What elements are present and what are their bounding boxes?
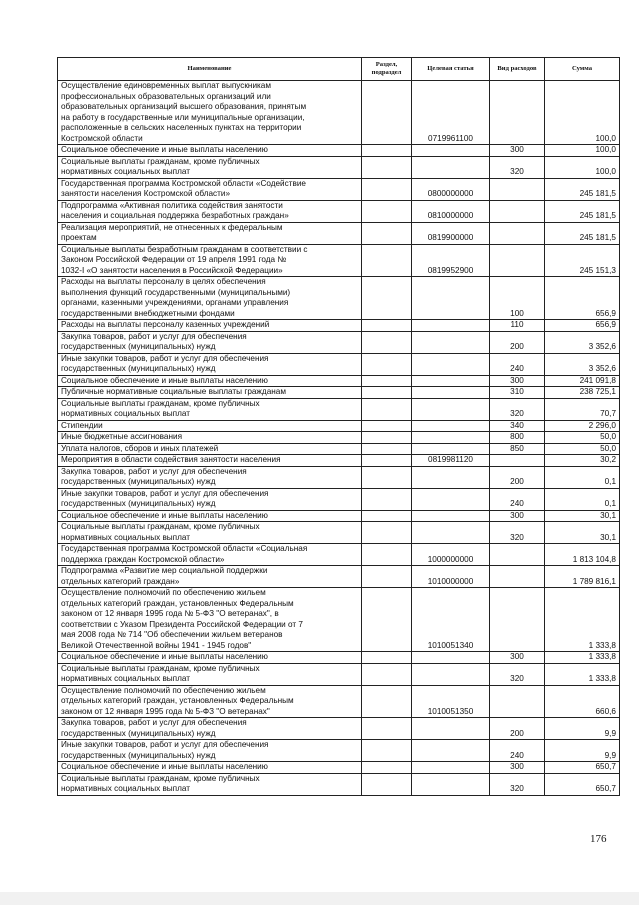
row-sum: 9,9	[545, 740, 620, 762]
row-target-article	[412, 718, 490, 740]
row-target-article	[412, 663, 490, 685]
row-name: Социальные выплаты гражданам, кроме публичных нормативных социальных выплат	[58, 522, 362, 544]
row-target-article	[412, 420, 490, 432]
table-row	[58, 398, 620, 420]
row-section	[362, 277, 412, 320]
row-sum: 0,1	[545, 466, 620, 488]
table-row	[58, 244, 620, 277]
row-expense-kind	[490, 178, 545, 200]
row-sum: 650,7	[545, 762, 620, 774]
row-section	[362, 420, 412, 432]
header-section: Раздел, подраздел	[362, 58, 412, 81]
row-section	[362, 718, 412, 740]
table-row	[58, 740, 620, 762]
table-row	[58, 320, 620, 332]
row-target-article	[412, 277, 490, 320]
row-target-article	[412, 466, 490, 488]
row-expense-kind: 320	[490, 522, 545, 544]
row-sum: 30,1	[545, 522, 620, 544]
row-section	[362, 522, 412, 544]
row-expense-kind: 310	[490, 387, 545, 399]
row-sum: 50,0	[545, 443, 620, 455]
row-sum: 238 725,1	[545, 387, 620, 399]
row-name: Реализация мероприятий, не отнесенных к федеральным проектам	[58, 222, 362, 244]
row-sum: 245 181,5	[545, 222, 620, 244]
row-name: Осуществление полномочий по обеспечению жильем отдельных категорий граждан, установленных Федеральным законом от 12 января 1995 года № 5-ФЗ "О ветеранах", в соответствии с Указом Президента Российской Федерации от 7 мая 2008 года № 714 "Об обеспечении жильем ветеранов Великой Отечественной войны 1941 - 1945 годов"	[58, 588, 362, 652]
row-name: Подпрограмма «Активная политика содействия занятости населения и социальная поддержка безработных граждан»	[58, 200, 362, 222]
row-target-article	[412, 652, 490, 664]
row-expense-kind: 100	[490, 277, 545, 320]
row-target-article	[412, 762, 490, 774]
row-name: Социальные выплаты безработным гражданам в соответствии с Законом Российской Федерации от 19 апреля 1991 года № 1032-I «О занятости населения в Российской Федерации»	[58, 244, 362, 277]
table-row	[58, 663, 620, 685]
table-row	[58, 510, 620, 522]
table-row	[58, 387, 620, 399]
table-row	[58, 200, 620, 222]
row-name: Публичные нормативные социальные выплаты гражданам	[58, 387, 362, 399]
row-sum: 656,9	[545, 277, 620, 320]
row-sum: 245 181,5	[545, 200, 620, 222]
table-row	[58, 156, 620, 178]
row-section	[362, 375, 412, 387]
row-target-article	[412, 488, 490, 510]
budget-table	[57, 57, 620, 796]
table-row	[58, 455, 620, 467]
row-expense-kind	[490, 455, 545, 467]
row-name: Социальные выплаты гражданам, кроме публичных нормативных социальных выплат	[58, 663, 362, 685]
header-name: Наименование	[58, 58, 362, 81]
row-section	[362, 320, 412, 332]
row-sum: 3 352,6	[545, 353, 620, 375]
row-name: Иные закупки товаров, работ и услуг для обеспечения государственных (муниципальных) нужд	[58, 740, 362, 762]
row-expense-kind: 200	[490, 718, 545, 740]
row-section	[362, 566, 412, 588]
row-expense-kind: 850	[490, 443, 545, 455]
row-expense-kind	[490, 244, 545, 277]
row-sum: 0,1	[545, 488, 620, 510]
row-name: Государственная программа Костромской области «Содействие занятости населения Костромской области»	[58, 178, 362, 200]
header-target-article: Целевая статья	[412, 58, 490, 81]
row-name: Закупка товаров, работ и услуг для обеспечения государственных (муниципальных) нужд	[58, 331, 362, 353]
row-section	[362, 432, 412, 444]
table-row	[58, 544, 620, 566]
row-target-article	[412, 375, 490, 387]
row-name: Социальные выплаты гражданам, кроме публичных нормативных социальных выплат	[58, 773, 362, 795]
table-row	[58, 222, 620, 244]
table-header-row	[58, 58, 620, 81]
row-name: Осуществление полномочий по обеспечению жильем отдельных категорий граждан, установленных Федеральным законом от 12 января 1995 года № 5-ФЗ "О ветеранах"	[58, 685, 362, 718]
row-section	[362, 685, 412, 718]
row-expense-kind	[490, 81, 545, 145]
row-sum: 241 091,8	[545, 375, 620, 387]
row-name: Закупка товаров, работ и услуг для обеспечения государственных (муниципальных) нужд	[58, 718, 362, 740]
row-expense-kind: 320	[490, 773, 545, 795]
row-name: Социальные выплаты гражданам, кроме публичных нормативных социальных выплат	[58, 398, 362, 420]
row-target-article: 0819900000	[412, 222, 490, 244]
row-name: Социальное обеспечение и иные выплаты населению	[58, 375, 362, 387]
row-sum: 245 181,5	[545, 178, 620, 200]
row-name: Государственная программа Костромской области «Социальная поддержка граждан Костромской области»	[58, 544, 362, 566]
row-target-article	[412, 522, 490, 544]
row-name: Социальное обеспечение и иные выплаты населению	[58, 762, 362, 774]
row-section	[362, 353, 412, 375]
row-section	[362, 398, 412, 420]
row-expense-kind: 240	[490, 353, 545, 375]
row-name: Иные закупки товаров, работ и услуг для обеспечения государственных (муниципальных) нужд	[58, 353, 362, 375]
row-name: Подпрограмма «Развитие мер социальной поддержки отдельных категорий граждан»	[58, 566, 362, 588]
row-section	[362, 156, 412, 178]
row-target-article	[412, 156, 490, 178]
row-target-article: 1010051340	[412, 588, 490, 652]
row-sum: 1 789 816,1	[545, 566, 620, 588]
row-expense-kind	[490, 566, 545, 588]
row-section	[362, 244, 412, 277]
row-sum: 50,0	[545, 432, 620, 444]
row-name: Социальные выплаты гражданам, кроме публичных нормативных социальных выплат	[58, 156, 362, 178]
row-target-article	[412, 387, 490, 399]
table-row	[58, 685, 620, 718]
row-sum: 1 813 104,8	[545, 544, 620, 566]
table-row	[58, 466, 620, 488]
row-target-article: 0819952900	[412, 244, 490, 277]
table-row	[58, 432, 620, 444]
row-name: Расходы на выплаты персоналу в целях обеспечения выполнения функций государственными (муниципальными) органами, казенными учреждениями, органами управления государственными внебюджетными фондами	[58, 277, 362, 320]
row-target-article	[412, 510, 490, 522]
table-row	[58, 145, 620, 157]
row-target-article	[412, 331, 490, 353]
row-target-article: 0819981120	[412, 455, 490, 467]
row-section	[362, 544, 412, 566]
table-row	[58, 488, 620, 510]
table-row	[58, 566, 620, 588]
row-sum: 1 333,8	[545, 652, 620, 664]
row-expense-kind: 110	[490, 320, 545, 332]
row-target-article	[412, 740, 490, 762]
row-section	[362, 773, 412, 795]
row-expense-kind: 320	[490, 663, 545, 685]
row-section	[362, 740, 412, 762]
row-expense-kind: 340	[490, 420, 545, 432]
row-expense-kind: 800	[490, 432, 545, 444]
row-target-article	[412, 145, 490, 157]
row-section	[362, 443, 412, 455]
row-expense-kind	[490, 588, 545, 652]
row-section	[362, 762, 412, 774]
table-row	[58, 375, 620, 387]
row-sum: 9,9	[545, 718, 620, 740]
row-expense-kind	[490, 685, 545, 718]
row-section	[362, 81, 412, 145]
row-sum: 2 296,0	[545, 420, 620, 432]
row-name: Социальное обеспечение и иные выплаты населению	[58, 652, 362, 664]
row-target-article: 1000000000	[412, 544, 490, 566]
row-sum: 245 151,3	[545, 244, 620, 277]
row-name: Иные бюджетные ассигнования	[58, 432, 362, 444]
page-bottom-edge	[0, 892, 639, 905]
row-name: Уплата налогов, сборов и иных платежей	[58, 443, 362, 455]
row-target-article	[412, 398, 490, 420]
row-expense-kind: 300	[490, 762, 545, 774]
row-expense-kind: 300	[490, 652, 545, 664]
row-expense-kind: 320	[490, 398, 545, 420]
row-expense-kind: 240	[490, 488, 545, 510]
row-expense-kind: 200	[490, 466, 545, 488]
table-row	[58, 443, 620, 455]
row-target-article	[412, 773, 490, 795]
table-row	[58, 420, 620, 432]
row-target-article: 0810000000	[412, 200, 490, 222]
row-expense-kind: 300	[490, 375, 545, 387]
row-name: Социальное обеспечение и иные выплаты населению	[58, 145, 362, 157]
table-row	[58, 773, 620, 795]
row-expense-kind: 300	[490, 145, 545, 157]
row-expense-kind	[490, 200, 545, 222]
table-row	[58, 178, 620, 200]
row-name: Закупка товаров, работ и услуг для обеспечения государственных (муниципальных) нужд	[58, 466, 362, 488]
row-expense-kind: 240	[490, 740, 545, 762]
row-name: Расходы на выплаты персоналу казенных учреждений	[58, 320, 362, 332]
row-target-article	[412, 432, 490, 444]
row-section	[362, 588, 412, 652]
row-sum: 100,0	[545, 156, 620, 178]
row-sum: 660,6	[545, 685, 620, 718]
row-section	[362, 222, 412, 244]
table-row	[58, 588, 620, 652]
row-expense-kind: 320	[490, 156, 545, 178]
table-row	[58, 277, 620, 320]
row-sum: 3 352,6	[545, 331, 620, 353]
row-section	[362, 466, 412, 488]
row-section	[362, 145, 412, 157]
row-target-article: 0800000000	[412, 178, 490, 200]
row-name: Осуществление единовременных выплат выпускникам профессиональных образовательных организаций или образовательных организаций высшего образования, принятым на работу в государственные или муниципальные организации, расположенные в сельских населенных пунктах на территории Костромской области	[58, 81, 362, 145]
row-expense-kind: 200	[490, 331, 545, 353]
row-sum: 30,1	[545, 510, 620, 522]
row-target-article: 0719961100	[412, 81, 490, 145]
row-section	[362, 331, 412, 353]
table-row	[58, 522, 620, 544]
row-section	[362, 178, 412, 200]
row-target-article: 1010051350	[412, 685, 490, 718]
row-expense-kind: 300	[490, 510, 545, 522]
row-sum: 100,0	[545, 145, 620, 157]
row-target-article	[412, 353, 490, 375]
table-row	[58, 762, 620, 774]
table-row	[58, 718, 620, 740]
row-sum: 1 333,8	[545, 588, 620, 652]
header-sum: Сумма	[545, 58, 620, 81]
row-target-article	[412, 443, 490, 455]
table-row	[58, 353, 620, 375]
row-sum: 100,0	[545, 81, 620, 145]
row-name: Социальное обеспечение и иные выплаты населению	[58, 510, 362, 522]
row-expense-kind	[490, 544, 545, 566]
table-row	[58, 652, 620, 664]
row-target-article: 1010000000	[412, 566, 490, 588]
row-section	[362, 488, 412, 510]
row-section	[362, 387, 412, 399]
row-sum: 1 333,8	[545, 663, 620, 685]
row-sum: 70,7	[545, 398, 620, 420]
row-target-article	[412, 320, 490, 332]
row-section	[362, 455, 412, 467]
table-row	[58, 81, 620, 145]
row-sum: 650,7	[545, 773, 620, 795]
row-name: Мероприятия в области содействия занятости населения	[58, 455, 362, 467]
row-name: Стипендии	[58, 420, 362, 432]
row-section	[362, 652, 412, 664]
row-sum: 656,9	[545, 320, 620, 332]
row-section	[362, 663, 412, 685]
page-number: 176	[590, 833, 607, 845]
row-section	[362, 510, 412, 522]
row-section	[362, 200, 412, 222]
table-row	[58, 331, 620, 353]
row-sum: 30,2	[545, 455, 620, 467]
row-name: Иные закупки товаров, работ и услуг для обеспечения государственных (муниципальных) нужд	[58, 488, 362, 510]
header-expense-kind: Вид расходов	[490, 58, 545, 81]
row-expense-kind	[490, 222, 545, 244]
